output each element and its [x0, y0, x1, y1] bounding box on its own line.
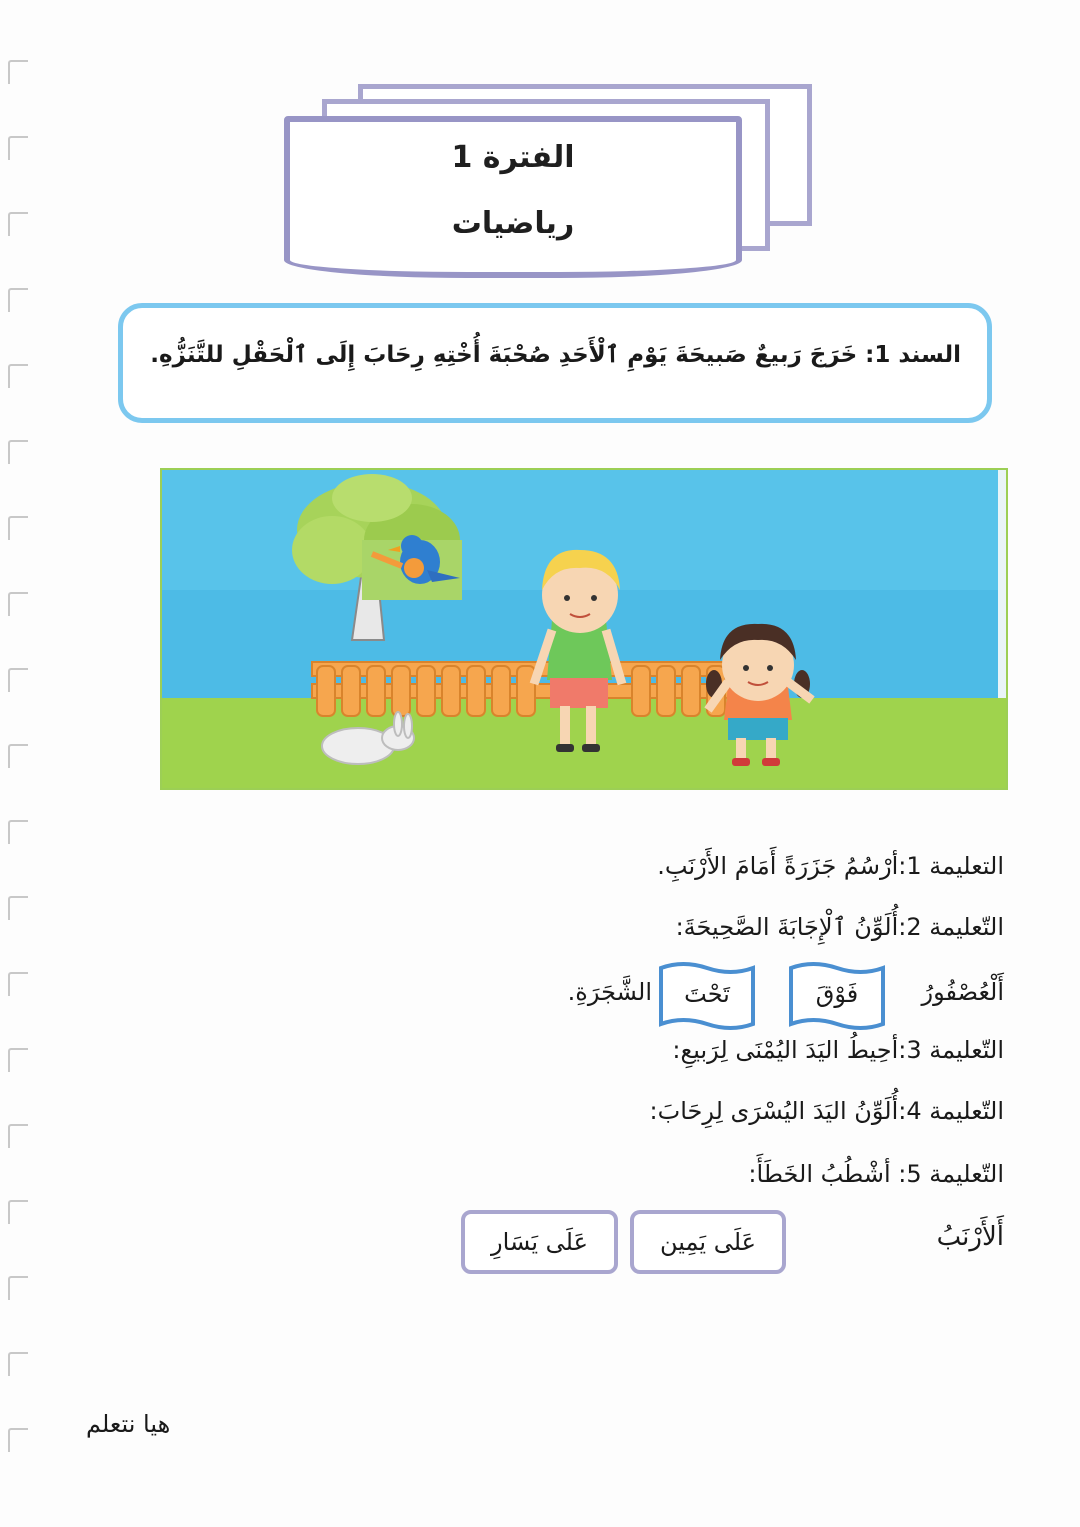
fence-icon: [312, 662, 752, 716]
choice-above-label: فَوْقَ: [815, 980, 859, 1008]
binding-ring: [8, 1428, 28, 1452]
binding-ring: [8, 1048, 28, 1072]
scene-illustration: [160, 468, 1008, 790]
binding-ring: [8, 1276, 28, 1300]
binding-ring: [8, 212, 28, 236]
bird-icon: [362, 535, 462, 600]
footer-text: هيا نتعلم: [86, 1410, 171, 1438]
tree-word: الشَّجَرَةِ.: [567, 978, 652, 1006]
binding-ring: [8, 896, 28, 920]
spiral-binding: [8, 60, 32, 1500]
binding-ring: [8, 288, 28, 312]
choice-right[interactable]: عَلَى يَمِين: [630, 1210, 786, 1274]
instruction-3: التّعليمة 3:أحِيطُ اليَدَ اليُمْنَى لِرَبيعِ:: [672, 1036, 1004, 1064]
instruction-5: التّعليمة 5: أشْطُبُ الخَطَأَ:: [748, 1160, 1004, 1188]
binding-ring: [8, 440, 28, 464]
park-scene-image: [162, 470, 1008, 790]
binding-ring: [8, 1352, 28, 1376]
binding-ring: [8, 668, 28, 692]
rabbit-word: أَلأَرْنَبُ: [936, 1222, 1004, 1252]
binding-ring: [8, 136, 28, 160]
choice-below[interactable]: [658, 960, 756, 1032]
binding-ring: [8, 1200, 28, 1224]
binding-ring: [8, 516, 28, 540]
binding-ring: [8, 744, 28, 768]
subject-title: رياضيات: [451, 206, 575, 241]
instruction-2: التّعليمة 2:أُلَوِّنُ ٱلْإِجَابَةَ الصَّحِيحَةَ:: [675, 913, 1004, 941]
binding-ring: [8, 1124, 28, 1148]
binding-ring: [8, 60, 28, 84]
choice-above[interactable]: [788, 960, 886, 1032]
sparrow-choice-row: [534, 960, 1004, 1032]
binding-ring: [8, 592, 28, 616]
header-card: [284, 116, 742, 278]
choice-left[interactable]: عَلَى يَسَارِ: [461, 1210, 618, 1274]
binding-ring: [8, 972, 28, 996]
instruction-4: التّعليمة 4:أُلَوِّنُ اليَدَ اليُسْرَى لِرِحَابَ:: [649, 1097, 1004, 1125]
support-box: [118, 303, 992, 423]
choice-below-label: تَحْتَ: [684, 980, 730, 1008]
binding-ring: [8, 820, 28, 844]
binding-ring: [8, 364, 28, 388]
support-text: السند 1: خَرَجَ رَبيعٌ صَبيحَةَ يَوْمِ ٱلْأَحَدِ صُحْبَةَ أُخْتِهِ رِحَابَ إِلَى ٱلْحَقْلِ للتَّنَزُّهِ.: [150, 342, 961, 368]
instruction-1: التعليمة 1:أرْسُمُ جَزَرَةً أَمَامَ الأَرْنَبِ.: [657, 852, 1004, 880]
period-title: الفترة 1: [451, 140, 575, 175]
sparrow-word: أَلْعُصْفُورُ: [921, 978, 1004, 1006]
